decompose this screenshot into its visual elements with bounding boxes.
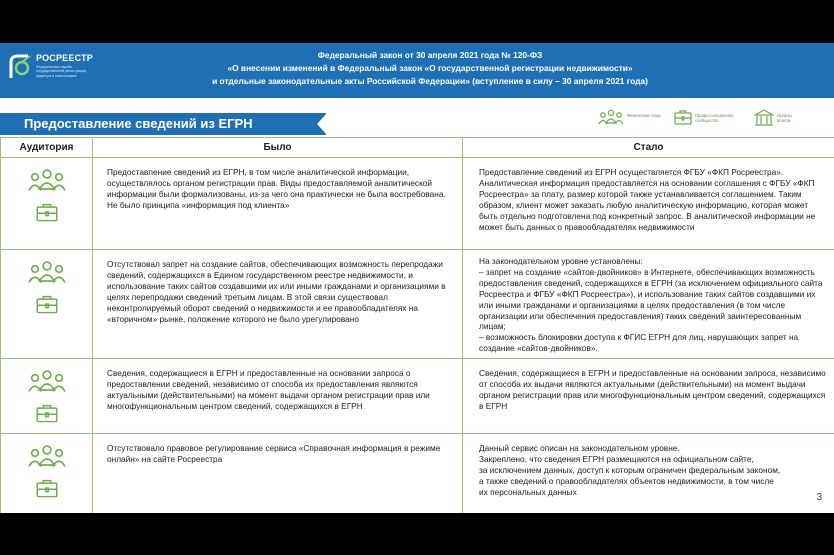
audience-cell — [1, 359, 93, 434]
briefcase-icon — [36, 294, 58, 314]
briefcase-icon — [36, 202, 58, 222]
table-row — [1, 250, 834, 359]
header-title-line1: Федеральный закон от 30 апреля 2021 года № 120-ФЗ — [317, 50, 543, 60]
audience-cell — [1, 250, 93, 359]
table-row — [1, 359, 834, 434]
table-header-row — [1, 138, 834, 158]
legend-professional-label: Профессиональное сообщество — [695, 113, 734, 123]
people-group-icon — [27, 168, 67, 192]
people-group-icon — [27, 369, 67, 393]
table-row — [1, 158, 834, 250]
was-text: Отсутствовало правовое регулирование сервиса «Справочная информация в режиме онлайн» на сайте Росреестра — [93, 434, 463, 513]
header-now: Стало — [463, 138, 834, 158]
header-title-line2: «О внесении изменений в Федеральный закон «О государственной регистрации недвижимости» — [227, 63, 633, 73]
page-number: 3 — [816, 492, 822, 503]
table-row — [1, 434, 834, 513]
header-title — [110, 49, 750, 88]
rosreestr-logo — [8, 49, 118, 91]
people-group-icon — [598, 109, 624, 125]
now-text: Данный сервис описан на законодательном уровне. Закреплено, что сведения ЕГРН размещаются на официальном сайте, за исключением данных, доступ к которым ограничен федеральным законом, а также сведений о правообладателях объектов недвижимости, в том числе их персональных данных — [463, 434, 834, 513]
section-title: Предоставление сведений из ЕГРН — [24, 116, 253, 131]
briefcase-icon — [36, 403, 58, 423]
logo-name: РОСРЕЕСТР — [36, 53, 93, 63]
government-building-icon — [754, 109, 774, 127]
was-text: Предоставление сведений из ЕГРН, в том числе аналитической информации, осуществлялось органом регистрации прав. Виды предоставляемой аналитической информации были формализованы, из-за чего она практически не была востребована. Не было принципа «информация под клиента» — [93, 158, 463, 250]
header-was: Было — [93, 138, 463, 158]
people-group-icon — [27, 444, 67, 468]
now-text: Предоставление сведений из ЕГРН осуществляется ФГБУ «ФКП Росреестра». Аналитическая информация предоставляется на основании соглашения с ФГБУ «ФКП Росреестра» за плату, размер которой также устанавливается соглашением. Таким образом, клиент может заказать любую аналитическую информацию, которая может быть отдельно подготовлена под конкретный запрос. В аналитической информации не может быть данных о правообладателях недвижимости — [463, 158, 834, 250]
legend-individuals-label: Физические лица — [627, 113, 661, 118]
audience-cell — [1, 158, 93, 250]
briefcase-icon — [36, 478, 58, 498]
was-text: Отсутствовал запрет на создание сайтов, обеспечивающих возможность перепродажи сведений, содержащихся в Едином государственном реестре недвижимости, и использование таких сайтов создавшими их или иными гражданами и организациями в целях перепродажи сведений третьим лицам. В этой связи существовал неконтролируемый оборот сведений о недвижимости и ее правообладателях на «вторичном» рынке, положение которого не было урегулировано — [93, 250, 463, 359]
now-text: На законодательном уровне установлены: – запрет на создание «сайтов-двойников» в Интернете, обеспечивающих возможность предоставления сведений, содержащихся в ЕГРН (за исключением официального сайта Росреестра и ФГБУ «ФКП Росреестра»), и использование таких сайтов создавшими их или иными гражданами и организациями в целях предоставления (в том числе организации или обеспечения предоставления) таких сведений заинтересованным лицам; – возможность блокировки доступа к ФГИС ЕГРН для лиц, нарушающих запрет на создание «сайтов-двойников». — [463, 250, 834, 359]
briefcase-icon — [674, 109, 692, 125]
people-group-icon — [27, 260, 67, 284]
was-text: Сведения, содержащиеся в ЕГРН и предоставленные на основании запроса о предоставлении сведений, независимо от способа их предоставления являются актуальными (действительными) на момент выдачи органом регистрации прав или многофункциональным центром сведений, содержащихся в ЕГРН — [93, 359, 463, 434]
header-audience: Аудитория — [1, 138, 93, 158]
legend-authorities-label: Органы власти — [777, 113, 792, 123]
now-text: Сведения, содержащиеся в ЕГРН и предоставленные на основании запроса, независимо от способа их выдачи являются актуальными (действительными) на момент выдачи органом регистрации прав или многофункциональным центром сведений, содержащихся в ЕГРН — [463, 359, 834, 434]
rosreestr-emblem-icon — [8, 52, 32, 82]
header-title-line3: и отдельные законодательные акты Российской Федерации» (вступление в силу – 30 апреля 2021 года) — [212, 76, 648, 86]
audience-legend — [598, 107, 830, 129]
logo-subtitle: Федеральная служба государственной регистрации, кадастра и картографии — [36, 65, 87, 78]
slide — [0, 43, 834, 513]
comparison-table — [0, 137, 834, 513]
section-title-bar — [0, 113, 326, 135]
audience-cell — [1, 434, 93, 513]
header-bar — [0, 43, 834, 98]
